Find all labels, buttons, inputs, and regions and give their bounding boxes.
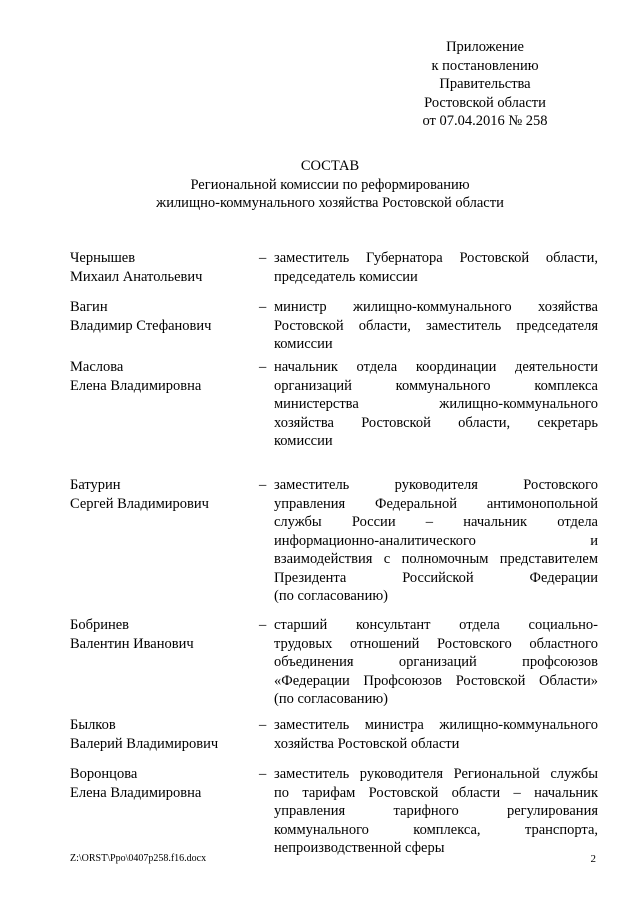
- appendix-line: от 07.04.2016 № 258: [422, 113, 548, 129]
- members-list: [70, 249, 600, 861]
- document-title: [60, 157, 600, 213]
- member-row: [70, 616, 600, 712]
- member-name: Маслова Елена Владимировна: [70, 359, 202, 394]
- appendix-line: Ростовской области: [424, 94, 546, 111]
- appendix-line: Приложение: [446, 39, 524, 55]
- member-name: Бобринев Валентин Иванович: [70, 617, 194, 652]
- member-row: [70, 358, 600, 454]
- member-name: Воронцова Елена Владимировна: [70, 766, 202, 801]
- title-line: жилищно-коммунального хозяйства Ростовской области: [156, 195, 504, 211]
- member-role: заместитель руководителя Ростовского управления Федеральной антимонопольной службы России – начальник отдела информационно-аналитического и взаимодействия с полномочным представителем Президента Российской Федерации (по согласованию): [274, 477, 598, 604]
- dash: –: [259, 359, 267, 375]
- member-role: старший консультант отдела социально- трудовых отношений Ростовского областного объединения организаций профсоюзов «Федерации Профсоюзов Ростовской Области» (по согласованию): [274, 617, 598, 707]
- appendix-block: [400, 38, 570, 131]
- member-row: [70, 716, 600, 757]
- dash: –: [259, 617, 267, 633]
- member-name: Чернышев Михаил Анатольевич: [70, 250, 203, 285]
- dash: –: [259, 477, 267, 493]
- title-line: Региональной комиссии по реформированию: [190, 176, 470, 193]
- member-role: заместитель руководителя Региональной службы по тарифам Ростовской области – начальник управления тарифного регулирования коммунального комплекса, транспорта, непроизводственной сферы: [274, 766, 598, 856]
- member-role: начальник отдела координации деятельности организаций коммунального комплекса министерства жилищно-коммунального хозяйства Ростовской области, секретарь комиссии: [274, 359, 598, 449]
- member-row: [70, 249, 600, 290]
- appendix-line: Правительства: [439, 76, 531, 92]
- member-role: заместитель министра жилищно-коммунального хозяйства Ростовской области: [274, 717, 598, 752]
- dash: –: [259, 299, 267, 315]
- file-path: Z:\ORST\Ppo\0407p258.f16.docx: [70, 853, 207, 864]
- member-row: [70, 298, 600, 358]
- appendix-line: к постановлению: [431, 57, 539, 74]
- dash: –: [259, 766, 267, 782]
- member-name: Вагин Владимир Стефанович: [70, 299, 212, 334]
- member-row: [70, 765, 600, 861]
- page-number: 2: [590, 853, 596, 865]
- dash: –: [259, 717, 267, 733]
- member-role: министр жилищно-коммунального хозяйства Ростовской области, заместитель председателя комиссии: [274, 299, 598, 352]
- member-role: заместитель Губернатора Ростовской области, председатель комиссии: [274, 250, 598, 285]
- member-name: Батурин Сергей Владимирович: [70, 477, 209, 512]
- title-heading: СОСТАВ: [300, 158, 360, 174]
- member-name: Былков Валерий Владимирович: [70, 717, 219, 752]
- dash: –: [259, 250, 267, 266]
- member-row: [70, 476, 600, 610]
